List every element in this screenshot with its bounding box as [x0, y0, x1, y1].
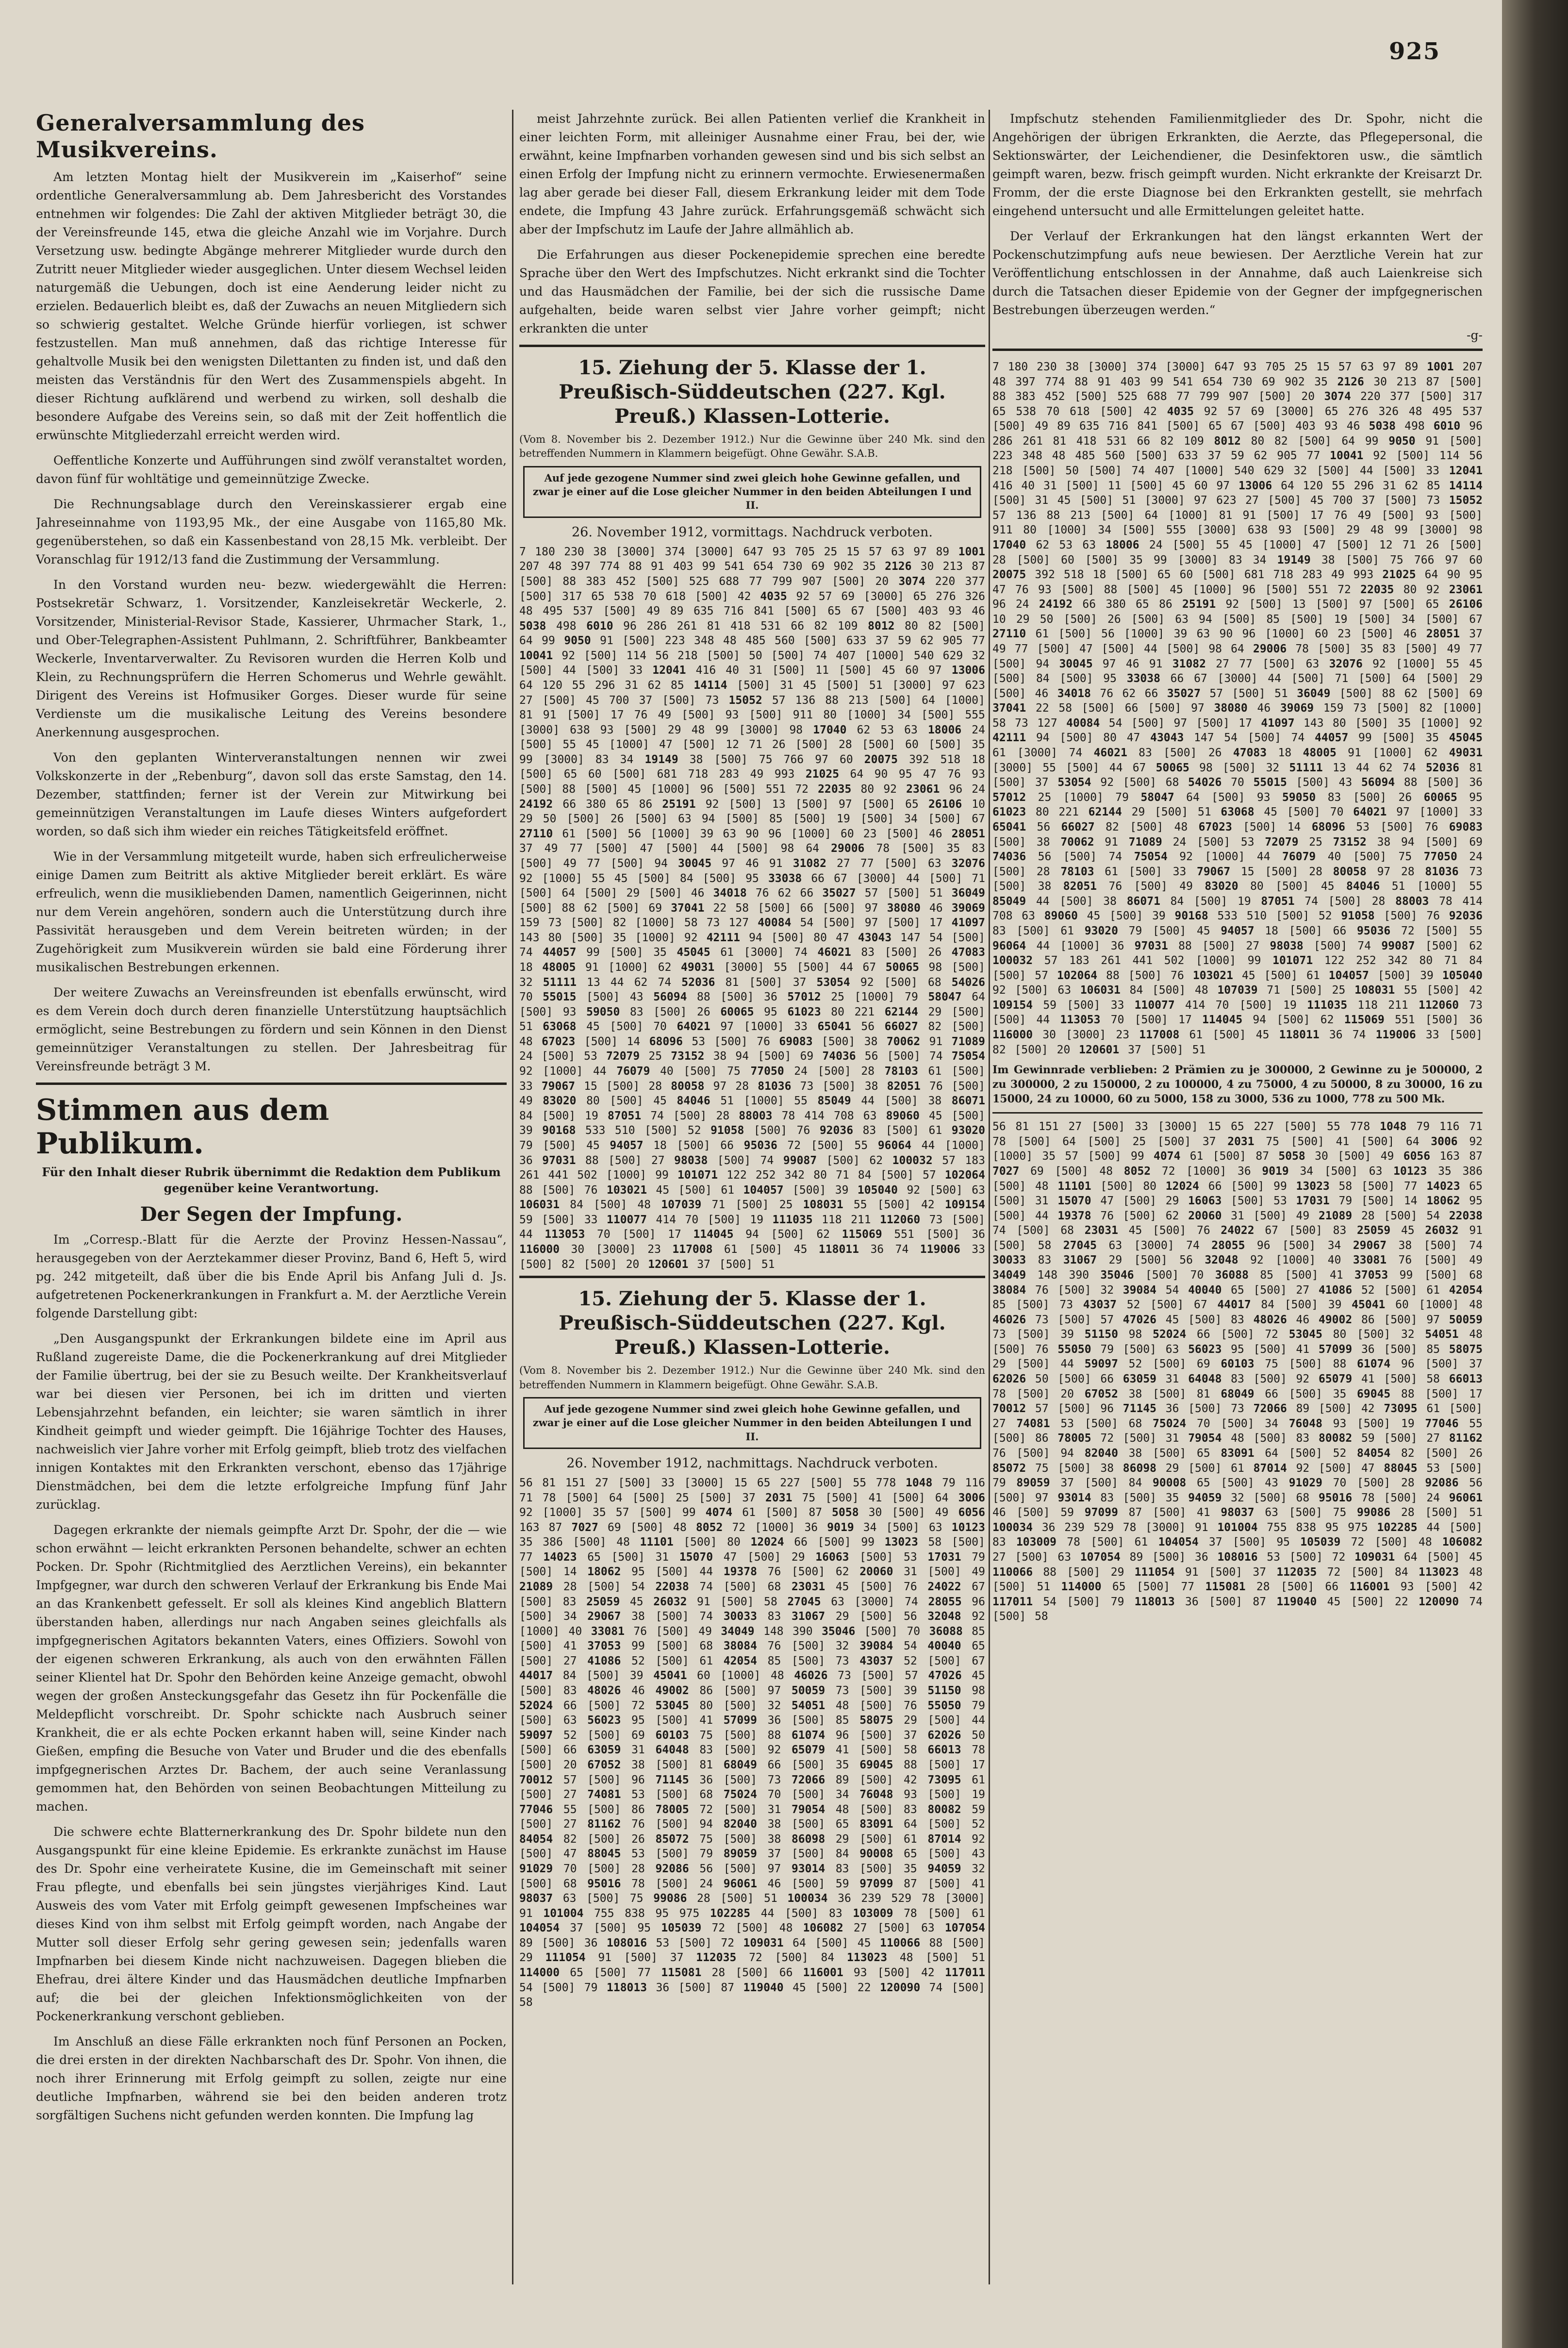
lottery-afternoon-subline: (Vom 8. November bis 2. Dezember 1912.) Nur die Gewinne über 240 Mk. sind den betreffenden Nummern in Klammern beigefügt. Ohne Gewähr. S.A.B.	[519, 1365, 985, 1391]
musikverein-paragraph: In den Vorstand wurden neu- bezw. wiedergewählt die Herren: Postsekretär Schwarz, 1. Vorsitzender, Kanzleisekretär Weckerle, 2. Vorsitzender, Ministerial-Revisor Stade, Kassierer, Uhrmacher Stark, 1., und Ober-Telegraphen-Assistent Puhlmann, 2. Schriftführer, Bankbeamter Weckerle, Inventarverwalter. Zu Revisoren wurden die Herren Kolb und Klein, zu Rechnungsprüfern die Herren Schomerus und Wehrle gewählt. Dirigent des Vereins ist Hofmusiker Gorges. Dieser wurde für seine Verdienste um die musikalische Leitung des Vereins besondere Anerkennung ausgesprochen.	[36, 578, 507, 740]
musikverein-paragraph: Am letzten Montag hielt der Musikverein im „Kaiserhof“ seine ordentliche Generalversammlung ab. Dem Jahresbericht des Vorstandes entnehmen wir folgendes: Die Zahl der aktiven Mitglieder beträgt 30, die der Vereinsfreunde 145, etwa die gleiche Anzahl wie im Vorjahre. Durch Versetzung usw. bedingte Abgänge mehrerer Mitglieder wurde durch den Zutritt neuer Mitglieder wieder ausgeglichen. Unter diesem Wechsel leiden naturgemäß die Uebungen, doch ist eine Aenderung leider nicht zu erzielen. Bedauerlich bleibt es, daß der Zuwachs an neuen Mitgliedern sich so schwierig gestaltet. Welche Gründe hierfür vorliegen, ist schwer festzustellen. Man muß annehmen, daß das richtige Interesse für gehaltvolle Musik bei den wenigsten Dilettanten zu finden ist, und daß den meisten das Verständnis für den Wert des Zusammenspiels abgeht. In dieser Richtung aufklärend und werbend zu wirken, soll deshalb die besondere Aufgabe des Vereins sein, so daß mit der Zeit hoffentlich die erwünschte Mitgliederzahl erreicht werden wird.	[36, 170, 507, 443]
impfung-paragraph: Dagegen erkrankte der niemals geimpfte Arzt Dr. Spohr, der die — wie schon erwähnt — leicht erkrankten Personen behandelte, schwer an echten Pocken. Dr. Spohr (Richtmitglied des Aerztlichen Vereins), ein bekannter Impfgegner, war durch den schweren Verlauf der Erkrankung bis Ende Mai an das Krankenbett gefesselt. Er soll als kleines Kind angeblich Blattern überstanden haben, allerdings nur nach Angaben seines gleichfalls als impfgegnerischen Agitators bekannten Vaters, eines Offiziers. Sowohl von der eigenen schweren Erkrankung, als auch von den erwähnten Fällen seiner Klientel hat Dr. Spohr den Behörden keine Anzeige gemacht, obwohl wegen der großen Ansteckungsgefahr das Gesetz ihn für Pockenfälle die Meldepflicht vorschreibt. Dr. Spohr schickte nach Ausbruch seiner Krankheit, die er als echte Pocken erkannt haben will, seine Kinder nach Gießen, empfing die Besuche von Vater und Bruder und die des ebenfalls impfgegnerischen Arztes Dr. Bachem, der auch seine Veranlassung gemommen hat, den Behörden von seinen Beobachtungen Mitteilung zu machen.	[36, 1523, 507, 1814]
musikverein-paragraph: Von den geplanten Winterveranstaltungen nennen wir zwei Volkskonzerte in der „Rebenburg“, davon soll das erste Samstag, den 14. Dezember, stattfinden; ferner ist der Verein zur Mitwirkung bei gemeinnützigen Veranstaltungen im Laufe dieses Winters aufgefordert worden, so daß sich ihm wieder ein reiches Tätigkeitsfeld eröffnet.	[36, 750, 507, 839]
impfung-paragraph: Im „Corresp.-Blatt für die Aerzte der Provinz Hessen-Nassau“, herausgegeben von der Aerztekammer dieser Provinz, Band 6, Heft 5, wird pg. 242 mitgeteilt, daß über die bis Ende April bis Anfang Juli d. Js. aufgetretenen Pockenerkrankungen in Frankfurt a. M. der Aerztliche Verein folgende Darstellung gibt:	[36, 1232, 507, 1321]
article-signature: -g-	[1467, 328, 1483, 342]
impfung-subtitle: Der Segen der Impfung.	[140, 1203, 403, 1226]
column-right	[992, 110, 1483, 2284]
lottery-morning-numbers: 7 180 230 38 [3000] 374 [3000] 647 93 705 25 15 57 63 97 89 1001 207 48 397 774 88 91 403 99 541 654 730 69 902 35 2126 30 213 87 [500] 88 383 452 [500] 525 688 77 799 907 [500] 20 3074 220 377 [500] 317 65 538 70 618 [500] 42 4035 92 57 69 [3000] 65 276 326 48 495 537 [500] 49 89 635 716 841 [500] 65 67 [500] 403 93 46 5038 498 6010 96 286 261 81 418 531 66 82 109 8012 80 82 [500] 64 99 9050 91 [500] 223 348 48 485 560 [500] 633 37 59 62 905 77 10041 92 [500] 114 56 218 [500] 50 [500] 74 407 [1000] 540 629 32 [500] 44 [500] 33 12041 416 40 31 [500] 11 [500] 45 60 97 13006 64 120 55 296 31 62 85 14114 [500] 31 45 [500] 51 [3000] 97 623 27 [500] 45 700 37 [500] 73 15052 57 136 88 213 [500] 64 [1000] 81 91 [500] 17 76 49 [500] 93 [500] 911 80 [1000] 34 [500] 555 [3000] 638 93 [500] 29 48 99 [3000] 98 17040 62 53 63 18006 24 [500] 55 45 [1000] 47 [500] 12 71 26 [500] 28 [500] 60 [500] 35 99 [3000] 83 34 19149 38 [500] 75 766 97 60 20075 392 518 18 [500] 65 60 [500] 681 718 283 49 993 21025 64 90 95 47 76 93 [500] 88 [500] 45 [1000] 96 [500] 551 72 22035 80 92 23061 96 24 24192 66 380 65 86 25191 92 [500] 13 [500] 97 [500] 65 26106 10 29 50 [500] 26 [500] 63 94 [500] 85 [500] 19 [500] 34 [500] 67 27110 61 [500] 56 [1000] 39 63 90 96 [1000] 60 23 [500] 46 28051 37 49 77 [500] 47 [500] 44 [500] 98 64 29006 78 [500] 35 83 [500] 49 77 [500] 94 30045 97 46 91 31082 27 77 [500] 63 32076 92 [1000] 55 45 [500] 84 [500] 95 33038 66 67 [3000] 44 [500] 71 [500] 64 [500] 29 [500] 46 34018 76 62 66 35027 57 [500] 51 36049 [500] 88 62 [500] 69 37041 22 58 [500] 66 [500] 97 38080 46 39069 159 73 [500] 82 [1000] 58 73 127 40084 54 [500] 97 [500] 17 41097 143 80 [500] 35 [1000] 92 42111 94 [500] 80 47 43043 147 54 [500] 74 44057 99 [500] 35 45045 61 [3000] 74 46021 83 [500] 26 47083 18 48005 91 [1000] 62 49031 [3000] 55 [500] 44 67 50065 98 [500] 32 51111 13 44 62 74 52036 81 [500] 37 53054 92 [500] 68 54026 70 55015 [500] 43 56094 88 [500] 36 57012 25 [1000] 79 58047 64 [500] 93 59050 83 [500] 26 60065 95 61023 80 221 62144 29 [500] 51 63068 45 [500] 70 64021 97 [1000] 33 65041 56 66027 82 [500] 48 67023 [500] 14 68096 53 [500] 76 69083 [500] 38 70062 91 71089 24 [500] 53 72079 25 73152 38 94 [500] 69 74036 56 [500] 74 75054 92 [1000] 44 76079 40 [500] 75 77050 24 [500] 28 78103 61 [500] 33 79067 15 [500] 28 80058 97 28 81036 73 [500] 38 82051 76 [500] 49 83020 80 [500] 45 84046 51 [1000] 55 85049 44 [500] 38 86071 84 [500] 19 87051 74 [500] 28 88003 78 414 708 63 89060 45 [500] 39 90168 533 510 [500] 52 91058 [500] 76 92036 83 [500] 61 93020 79 [500] 45 94057 18 [500] 66 95036 72 [500] 55 96064 44 [1000] 36 97031 88 [500] 27 98038 [500] 74 99087 [500] 62 100032 57 183 261 441 502 [1000] 99 101071 122 252 342 80 71 84 [500] 57 102064 88 [500] 76 103021 45 [500] 61 104057 [500] 39 105040 92 [500] 63 106031 84 [500] 48 107039 71 [500] 25 108031 55 [500] 42 109154 59 [500] 33 110077 414 70 [500] 19 111035 118 211 112060 73 [500] 44 113053 70 [500] 17 114045 94 [500] 62 115069 551 [500] 36 116000 30 [3000] 23 117008 61 [500] 45 118011 36 74 119006 33 [500] 82 [500] 20 120601 37 [500] 51	[519, 545, 985, 1271]
musikverein-paragraph: Der weitere Zuwachs an Vereinsfreunden ist ebenfalls erwünscht, wird es dem Verein doch durch deren finanzielle Unterstützung hauptsächlich ermöglicht, seine Bestrebungen zu fördern und sein Können in den Dienst gemeinnütziger Veranstaltungen zu stellen. Der Jahresbeitrag für Vereinsfreunde beträgt 3 M.	[36, 985, 507, 1074]
section-divider	[519, 345, 985, 347]
lottery-afternoon-date: 26. November 1912, nachmittags. Nachdruck verboten.	[566, 1455, 938, 1471]
musikverein-headline: Generalversammlung des Musikvereins.	[36, 110, 365, 163]
lottery-morning-notice: Auf jede gezogene Nummer sind zwei gleich hohe Gewinne gefallen, und zwar je einer auf die Lose gleicher Nummer in den beiden Abteilungen I und II.	[523, 466, 981, 518]
lottery-morning-numbers-continued: 7 180 230 38 [3000] 374 [3000] 647 93 705 25 15 57 63 97 89 1001 207 48 397 774 88 91 403 99 541 654 730 69 902 35 2126 30 213 87 [500] 88 383 452 [500] 525 688 77 799 907 [500] 20 3074 220 377 [500] 317 65 538 70 618 [500] 42 4035 92 57 69 [3000] 65 276 326 48 495 537 [500] 49 89 635 716 841 [500] 65 67 [500] 403 93 46 5038 498 6010 96 286 261 81 418 531 66 82 109 8012 80 82 [500] 64 99 9050 91 [500] 223 348 48 485 560 [500] 633 37 59 62 905 77 10041 92 [500] 114 56 218 [500] 50 [500] 74 407 [1000] 540 629 32 [500] 44 [500] 33 12041 416 40 31 [500] 11 [500] 45 60 97 13006 64 120 55 296 31 62 85 14114 [500] 31 45 [500] 51 [3000] 97 623 27 [500] 45 700 37 [500] 73 15052 57 136 88 213 [500] 64 [1000] 81 91 [500] 17 76 49 [500] 93 [500] 911 80 [1000] 34 [500] 555 [3000] 638 93 [500] 29 48 99 [3000] 98 17040 62 53 63 18006 24 [500] 55 45 [1000] 47 [500] 12 71 26 [500] 28 [500] 60 [500] 35 99 [3000] 83 34 19149 38 [500] 75 766 97 60 20075 392 518 18 [500] 65 60 [500] 681 718 283 49 993 21025 64 90 95 47 76 93 [500] 88 [500] 45 [1000] 96 [500] 551 72 22035 80 92 23061 96 24 24192 66 380 65 86 25191 92 [500] 13 [500] 97 [500] 65 26106 10 29 50 [500] 26 [500] 63 94 [500] 85 [500] 19 [500] 34 [500] 67 27110 61 [500] 56 [1000] 39 63 90 96 [1000] 60 23 [500] 46 28051 37 49 77 [500] 47 [500] 44 [500] 98 64 29006 78 [500] 35 83 [500] 49 77 [500] 94 30045 97 46 91 31082 27 77 [500] 63 32076 92 [1000] 55 45 [500] 84 [500] 95 33038 66 67 [3000] 44 [500] 71 [500] 64 [500] 29 [500] 46 34018 76 62 66 35027 57 [500] 51 36049 [500] 88 62 [500] 69 37041 22 58 [500] 66 [500] 97 38080 46 39069 159 73 [500] 82 [1000] 58 73 127 40084 54 [500] 97 [500] 17 41097 143 80 [500] 35 [1000] 92 42111 94 [500] 80 47 43043 147 54 [500] 74 44057 99 [500] 35 45045 61 [3000] 74 46021 83 [500] 26 47083 18 48005 91 [1000] 62 49031 [3000] 55 [500] 44 67 50065 98 [500] 32 51111 13 44 62 74 52036 81 [500] 37 53054 92 [500] 68 54026 70 55015 [500] 43 56094 88 [500] 36 57012 25 [1000] 79 58047 64 [500] 93 59050 83 [500] 26 60065 95 61023 80 221 62144 29 [500] 51 63068 45 [500] 70 64021 97 [1000] 33 65041 56 66027 82 [500] 48 67023 [500] 14 68096 53 [500] 76 69083 [500] 38 70062 91 71089 24 [500] 53 72079 25 73152 38 94 [500] 69 74036 56 [500] 74 75054 92 [1000] 44 76079 40 [500] 75 77050 24 [500] 28 78103 61 [500] 33 79067 15 [500] 28 80058 97 28 81036 73 [500] 38 82051 76 [500] 49 83020 80 [500] 45 84046 51 [1000] 55 85049 44 [500] 38 86071 84 [500] 19 87051 74 [500] 28 88003 78 414 708 63 89060 45 [500] 39 90168 533 510 [500] 52 91058 [500] 76 92036 83 [500] 61 93020 79 [500] 45 94057 18 [500] 66 95036 72 [500] 55 96064 44 [1000] 36 97031 88 [500] 27 98038 [500] 74 99087 [500] 62 100032 57 183 261 441 502 [1000] 99 101071 122 252 342 80 71 84 [500] 57 102064 88 [500] 76 103021 45 [500] 61 104057 [500] 39 105040 92 [500] 63 106031 84 [500] 48 107039 71 [500] 25 108031 55 [500] 42 109154 59 [500] 33 110077 414 70 [500] 19 111035 118 211 112060 73 [500] 44 113053 70 [500] 17 114045 94 [500] 62 115069 551 [500] 36 116000 30 [3000] 23 117008 61 [500] 45 118011 36 74 119006 33 [500] 82 [500] 20 120601 37 [500] 51	[992, 361, 1483, 1056]
impfung-paragraph: Impfschutz stehenden Familienmitglieder des Dr. Spohr, nicht die Angehörigen der übrigen Erkrankten, die Aerzte, das Pflegepersonal, die Sektionswärter, der Leichendiener, die Desinfektoren usw., die sämtlich geimpft waren, bezw. frisch geimpft wurden. Nicht erkrankte der Kreisarzt Dr. Fromm, der die erste Diagnose bei den Erkrankten gestellt, sie mehrfach eingehend untersucht und alle Ermittelungen geleitet hatte.	[992, 112, 1483, 218]
lottery-afternoon-notice: Auf jede gezogene Nummer sind zwei gleich hohe Gewinne gefallen, und zwar je einer auf die Lose gleicher Nummer in den beiden Abteilungen I und II.	[523, 1397, 981, 1449]
impfung-paragraph: meist Jahrzehnte zurück. Bei allen Patienten verlief die Krankheit in einer leichten Form, mit alleiniger Ausnahme einer Frau, bei der, wie erwähnt, keine Impfnarben vorhanden gewesen sind und bis sich selbst an einen Erfolg der Impfung nicht zu erinnern vermochte. Erwiesenermaßen lag aber gerade bei dieser Fall, diesem Erkrankung leider mit dem Tode endete, die Impfung 43 Jahre zurück. Erfahrungsgemäß schwächt sich aber der Impfschutz im Laufe der Jahre allmählich ab.	[519, 112, 985, 236]
impfung-paragraph: Die Erfahrungen aus dieser Pockenepidemie sprechen eine beredte Sprache über den Wert des Impfschutzes. Nicht erkrankt sind die Tochter und das Hausmädchen der Familie, bei der sich die russische Dame aufgehalten, beide waren selbst vier Jahre vorher geimpft; nicht erkrankten die unter	[519, 248, 985, 335]
lottery-morning-date: 26. November 1912, vormittags. Nachdruck verboten.	[572, 524, 933, 540]
lottery-morning-title: 15. Ziehung der 5. Klasse der 1. Preußisch-Süddeutschen (227. Kgl. Preuß.) Klassen-Lotterie.	[559, 356, 946, 428]
column-left	[36, 110, 507, 2284]
impfung-paragraph: Im Anschluß an diese Fälle erkrankten noch fünf Personen an Pocken, die drei ersten in der direkten Nachbarschaft des Dr. Spohr. Von ihnen, die noch ihrer Erinnerung mit Erfolg geimpft zu sollen, zeigte nur eine deutliche Impfnarben, während sie bei den beiden anderen trotz sorgfältigen Suchens nicht gefunden werden konnten. Die Impfung lag	[36, 2034, 507, 2123]
column-rule	[512, 110, 513, 2284]
lottery-premium-note: Im Gewinnrade verblieben: 2 Prämien zu je 300000, 2 Gewinne zu je 500000, 2 zu 300000, 2 zu 150000, 2 zu 100000, 4 zu 75000, 4 zu 50000, 8 zu 30000, 16 zu 15000, 24 zu 10000, 60 zu 5000, 158 zu 3000, 536 zu 1000, 778 zu 500 Mk.	[992, 1064, 1483, 1105]
stimmen-headline: Stimmen aus dem Publikum.	[36, 1093, 330, 1161]
section-divider	[992, 349, 1483, 351]
lottery-afternoon-title: 15. Ziehung der 5. Klasse der 1. Preußisch-Süddeutschen (227. Kgl. Preuß.) Klassen-Lotterie.	[559, 1287, 946, 1359]
section-divider	[36, 1082, 507, 1085]
musikverein-paragraph: Wie in der Versammlung mitgeteilt wurde, haben sich erfreulicherweise einige Damen zum Beitritt als aktive Mitglieder bereit erklärt. Es wäre erfreulich, wenn die musikliebenden Damen, namentlich Geigerinnen, nicht nur dem Verein angehören, sondern auch die Unterstützung durch ihre Passivität herausgeben und dem Verein beitreten würden; in der Zugehörigkeit zum Musikverein würden sie bald eine Förderung ihrer musikalischen Bestrebungen erkennen.	[36, 849, 507, 975]
section-divider	[519, 1276, 985, 1278]
musikverein-paragraph: Die Rechnungsablage durch den Vereinskassierer ergab eine Jahreseinnahme von 1193,95 Mk., der eine Ausgabe von 1165,80 Mk. gegenüberstehen, so daß ein Kassenbestand von 28,15 Mk. verbleibt. Der Voranschlag für 1912/13 fand die Zustimmung der Versammlung.	[36, 497, 507, 567]
page-number: 925	[1389, 38, 1441, 65]
lottery-morning-subline: (Vom 8. November bis 2. Dezember 1912.) Nur die Gewinne über 240 Mk. sind den betreffenden Nummern in Klammern beigefügt. Ohne Gewähr. S.A.B.	[519, 433, 985, 460]
lottery-afternoon-numbers: 56 81 151 27 [500] 33 [3000] 15 65 227 [500] 55 778 1048 79 116 71 78 [500] 64 [500] 25 [500] 37 2031 75 [500] 41 [500] 64 3006 92 [1000] 35 57 [500] 99 4074 61 [500] 87 5058 30 [500] 49 6056 163 87 7027 69 [500] 48 8052 72 [1000] 36 9019 34 [500] 63 10123 35 386 [500] 48 11101 [500] 80 12024 66 [500] 99 13023 58 [500] 77 14023 65 [500] 31 15070 47 [500] 29 16063 [500] 53 17031 79 [500] 14 18062 95 [500] 44 19378 76 [500] 62 20060 31 [500] 49 21089 28 [500] 54 22038 74 [500] 68 23031 45 [500] 76 24022 67 [500] 83 25059 45 26032 91 [500] 58 27045 63 [3000] 74 28055 96 [500] 34 29067 38 [500] 74 30033 83 31067 29 [500] 56 32048 92 [1000] 40 33081 76 [500] 49 34049 148 390 35046 [500] 70 36088 85 [500] 41 37053 99 [500] 68 38084 76 [500] 32 39084 54 40040 65 [500] 27 41086 52 [500] 61 42054 85 [500] 73 43037 52 [500] 67 44017 84 [500] 39 45041 60 [1000] 48 46026 73 [500] 57 47026 45 [500] 83 48026 46 49002 86 [500] 97 50059 73 [500] 39 51150 98 52024 66 [500] 72 53045 80 [500] 32 54051 48 [500] 76 55050 79 [500] 63 56023 95 [500] 41 57099 36 [500] 85 58075 29 [500] 44 59097 52 [500] 69 60103 75 [500] 88 61074 96 [500] 37 62026 50 [500] 66 63059 31 64048 83 [500] 92 65079 41 [500] 58 66013 78 [500] 20 67052 38 [500] 81 68049 66 [500] 35 69045 88 [500] 17 70012 57 [500] 96 71145 36 [500] 73 72066 89 [500] 42 73095 61 [500] 27 74081 53 [500] 68 75024 70 [500] 34 76048 93 [500] 19 77046 55 [500] 86 78005 72 [500] 31 79054 48 [500] 83 80082 59 [500] 27 81162 76 [500] 94 82040 38 [500] 65 83091 64 [500] 52 84054 82 [500] 26 85072 75 [500] 38 86098 29 [500] 61 87014 92 [500] 47 88045 53 [500] 79 89059 37 [500] 84 90008 65 [500] 43 91029 70 [500] 28 92086 56 [500] 97 93014 83 [500] 35 94059 32 [500] 68 95016 78 [500] 24 96061 46 [500] 59 97099 87 [500] 41 98037 63 [500] 75 99086 28 [500] 51 100034 36 239 529 78 [3000] 91 101004 755 838 95 975 102285 44 [500] 83 103009 78 [500] 61 104054 37 [500] 95 105039 72 [500] 48 106082 27 [500] 63 107054 89 [500] 36 108016 53 [500] 72 109031 64 [500] 45 110066 88 [500] 29 111054 91 [500] 37 112035 72 [500] 84 113023 48 [500] 51 114000 65 [500] 77 115081 28 [500] 66 116001 93 [500] 42 117011 54 [500] 79 118013 36 [500] 87 119040 45 [500] 22 120090 74 [500] 58	[519, 1476, 985, 2009]
musikverein-paragraph: Oeffentliche Konzerte und Aufführungen sind zwölf veranstaltet worden, davon fünf für wohltätige und gemeinnützige Zwecke.	[36, 453, 507, 486]
stimmen-disclaimer: Für den Inhalt dieser Rubrik übernimmt die Redaktion dem Publikum gegenüber keine Verantwortung.	[42, 1165, 501, 1195]
column-middle	[519, 110, 985, 2284]
column-rule	[989, 110, 990, 2284]
section-divider	[992, 1112, 1483, 1114]
impfung-paragraph: „Den Ausgangspunkt der Erkrankungen bildete eine im April aus Rußland zugereiste Dame, die die Pockenerkrankung auf drei Mitglieder der Familie übertrug, bei der sie zu Besuch weilte. Der Krankheitsverlauf war bei diesen vier Personen, bei ich im dritten und vierten Lebensjahrzehnt befanden, ein leichter; sie waren sämtlich in ihrer Kindheit geimpft und wieder geimpft. Die 16jährige Tochter des Hauses, nachweislich vier Jahre vorher mit Erfolg geimpft, blieb trotz des vielfachen innigen Kontaktes mit den Erkrankten verschont, ebenso das 17jährige Dienstmädchen, bei dem die letzte erfolgreiche Impfung fünf Jahr zurücklag.	[36, 1332, 507, 1512]
impfung-paragraph: Der Verlauf der Erkrankungen hat den längst erkannten Wert der Pockenschutzimpfung aufs neue bewiesen. Der Aerztliche Verein hat zur Veröffentlichung entschlossen in der Annahme, daß auch Laienkreise sich durch die Tatsachen dieser Epidemie von der Gegner der impfgegnerischen Bestrebungen überzeugen werden.“	[992, 229, 1483, 317]
book-binding	[1502, 0, 1568, 2348]
impfung-paragraph: Die schwere echte Blatternerkrankung des Dr. Spohr bildete nun den Ausgangspunkt für eine kleine Epidemie. Es erkrankte zunächst im Hause des Dr. Spohr eine verheiratete Kusine, die im Gemeinschaft mit seiner Frau pflegte, und ebenfalls bei sein jüngstes vierjähriges Kind. Laut Ausweis des vom Vater mit Erfolg geimpft gewesenen Impfscheines war dieses Kind von ihm selbst mit Erfolg geimpft worden, nach Angabe der Mutter soll dieser Erfolg sehr gering gewesen sein; jedenfalls waren Impfnarben bei diesem Kinde nicht nachzuweisen. Dagegen blieben die Ehefrau, drei ältere Kinder und das Hausmädchen deutliche Impfnarben auf; die bei der gleichen Infektionsmöglichkeiten von der Pockenerkrankung verschont geblieben.	[36, 1825, 507, 2024]
lottery-afternoon-numbers-continued: 56 81 151 27 [500] 33 [3000] 15 65 227 [500] 55 778 1048 79 116 71 78 [500] 64 [500] 25 [500] 37 2031 75 [500] 41 [500] 64 3006 92 [1000] 35 57 [500] 99 4074 61 [500] 87 5058 30 [500] 49 6056 163 87 7027 69 [500] 48 8052 72 [1000] 36 9019 34 [500] 63 10123 35 386 [500] 48 11101 [500] 80 12024 66 [500] 99 13023 58 [500] 77 14023 65 [500] 31 15070 47 [500] 29 16063 [500] 53 17031 79 [500] 14 18062 95 [500] 44 19378 76 [500] 62 20060 31 [500] 49 21089 28 [500] 54 22038 74 [500] 68 23031 45 [500] 76 24022 67 [500] 83 25059 45 26032 91 [500] 58 27045 63 [3000] 74 28055 96 [500] 34 29067 38 [500] 74 30033 83 31067 29 [500] 56 32048 92 [1000] 40 33081 76 [500] 49 34049 148 390 35046 [500] 70 36088 85 [500] 41 37053 99 [500] 68 38084 76 [500] 32 39084 54 40040 65 [500] 27 41086 52 [500] 61 42054 85 [500] 73 43037 52 [500] 67 44017 84 [500] 39 45041 60 [1000] 48 46026 73 [500] 57 47026 45 [500] 83 48026 46 49002 86 [500] 97 50059 73 [500] 39 51150 98 52024 66 [500] 72 53045 80 [500] 32 54051 48 [500] 76 55050 79 [500] 63 56023 95 [500] 41 57099 36 [500] 85 58075 29 [500] 44 59097 52 [500] 69 60103 75 [500] 88 61074 96 [500] 37 62026 50 [500] 66 63059 31 64048 83 [500] 92 65079 41 [500] 58 66013 78 [500] 20 67052 38 [500] 81 68049 66 [500] 35 69045 88 [500] 17 70012 57 [500] 96 71145 36 [500] 73 72066 89 [500] 42 73095 61 [500] 27 74081 53 [500] 68 75024 70 [500] 34 76048 93 [500] 19 77046 55 [500] 86 78005 72 [500] 31 79054 48 [500] 83 80082 59 [500] 27 81162 76 [500] 94 82040 38 [500] 65 83091 64 [500] 52 84054 82 [500] 26 85072 75 [500] 38 86098 29 [500] 61 87014 92 [500] 47 88045 53 [500] 79 89059 37 [500] 84 90008 65 [500] 43 91029 70 [500] 28 92086 56 [500] 97 93014 83 [500] 35 94059 32 [500] 68 95016 78 [500] 24 96061 46 [500] 59 97099 87 [500] 41 98037 63 [500] 75 99086 28 [500] 51 100034 36 239 529 78 [3000] 91 101004 755 838 95 975 102285 44 [500] 83 103009 78 [500] 61 104054 37 [500] 95 105039 72 [500] 48 106082 27 [500] 63 107054 89 [500] 36 108016 53 [500] 72 109031 64 [500] 45 110066 88 [500] 29 111054 91 [500] 37 112035 72 [500] 84 113023 48 [500] 51 114000 65 [500] 77 115081 28 [500] 66 116001 93 [500] 42 117011 54 [500] 79 118013 36 [500] 87 119040 45 [500] 22 120090 74 [500] 58	[992, 1120, 1483, 1623]
